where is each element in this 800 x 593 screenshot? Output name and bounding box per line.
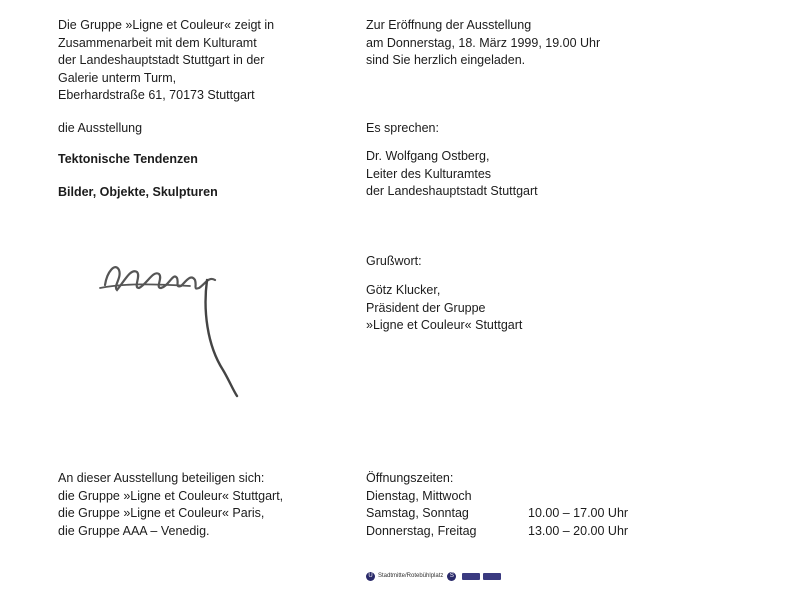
greeter-info	[366, 282, 522, 335]
greeter-line: Präsident der Gruppe	[366, 300, 486, 315]
participants-line: An dieser Ausstellung beteiligen sich:	[58, 471, 265, 485]
tram-icon	[462, 573, 480, 580]
speaker-line: Dr. Wolfgang Ostberg,	[366, 149, 490, 163]
participants-line: die Gruppe AAA – Venedig.	[58, 523, 210, 538]
hours-days: Samstag, Sonntag	[366, 506, 469, 520]
intro-line: Die Gruppe »Ligne et Couleur« zeigt in	[58, 18, 275, 32]
intro-line: der Landeshauptstadt Stuttgart in der	[58, 53, 265, 67]
participants-line: die Gruppe »Ligne et Couleur« Stuttgart,	[58, 488, 284, 503]
intro-line: Zusammenarbeit mit dem Kulturamt	[58, 35, 257, 50]
hours-label: Öffnungszeiten:	[366, 471, 454, 485]
transit-info	[366, 569, 501, 583]
hours-row	[366, 523, 629, 541]
opening-line: sind Sie herzlich eingeladen.	[366, 53, 526, 67]
bus-icon	[483, 573, 501, 580]
hours-days: Donnerstag, Freitag	[366, 523, 477, 538]
speaker-line: der Landeshauptstadt Stuttgart	[366, 184, 538, 198]
signature-drawing	[95, 250, 265, 400]
hours-time: 10.00 – 17.00 Uhr	[528, 506, 629, 520]
intro-line: Galerie unterm Turm,	[58, 70, 177, 85]
exhibition-title: Tektonische Tendenzen	[58, 152, 198, 166]
opening-hours	[366, 470, 629, 540]
hours-row	[366, 488, 472, 506]
exhibition-label: die Ausstellung	[58, 121, 143, 135]
hours-days: Dienstag, Mittwoch	[366, 488, 472, 503]
exhibition-subtitle: Bilder, Objekte, Skulpturen	[58, 185, 218, 199]
intro-line: Eberhardstraße 61, 70173 Stuttgart	[58, 88, 255, 102]
s-bahn-icon: S	[447, 572, 456, 581]
speakers-label: Es sprechen:	[366, 121, 439, 135]
greeter-line: »Ligne et Couleur« Stuttgart	[366, 318, 523, 332]
opening-info	[366, 17, 600, 70]
opening-line: am Donnerstag, 18. März 1999, 19.00 Uhr	[366, 35, 601, 50]
participants-line: die Gruppe »Ligne et Couleur« Paris,	[58, 506, 265, 520]
speaker-info	[366, 148, 538, 201]
hours-time: 13.00 – 20.00 Uhr	[528, 523, 629, 538]
participants-info	[58, 470, 283, 540]
invitation-intro	[58, 17, 274, 105]
transit-stop-label: Stadtmitte/Rotebühlplatz	[378, 573, 444, 579]
greeting-label: Grußwort:	[366, 254, 422, 268]
speaker-line: Leiter des Kulturamtes	[366, 166, 492, 181]
hours-row	[366, 505, 629, 523]
opening-line: Zur Eröffnung der Ausstellung	[366, 18, 532, 32]
greeter-line: Götz Klucker,	[366, 283, 441, 297]
u-bahn-icon: U	[366, 572, 375, 581]
